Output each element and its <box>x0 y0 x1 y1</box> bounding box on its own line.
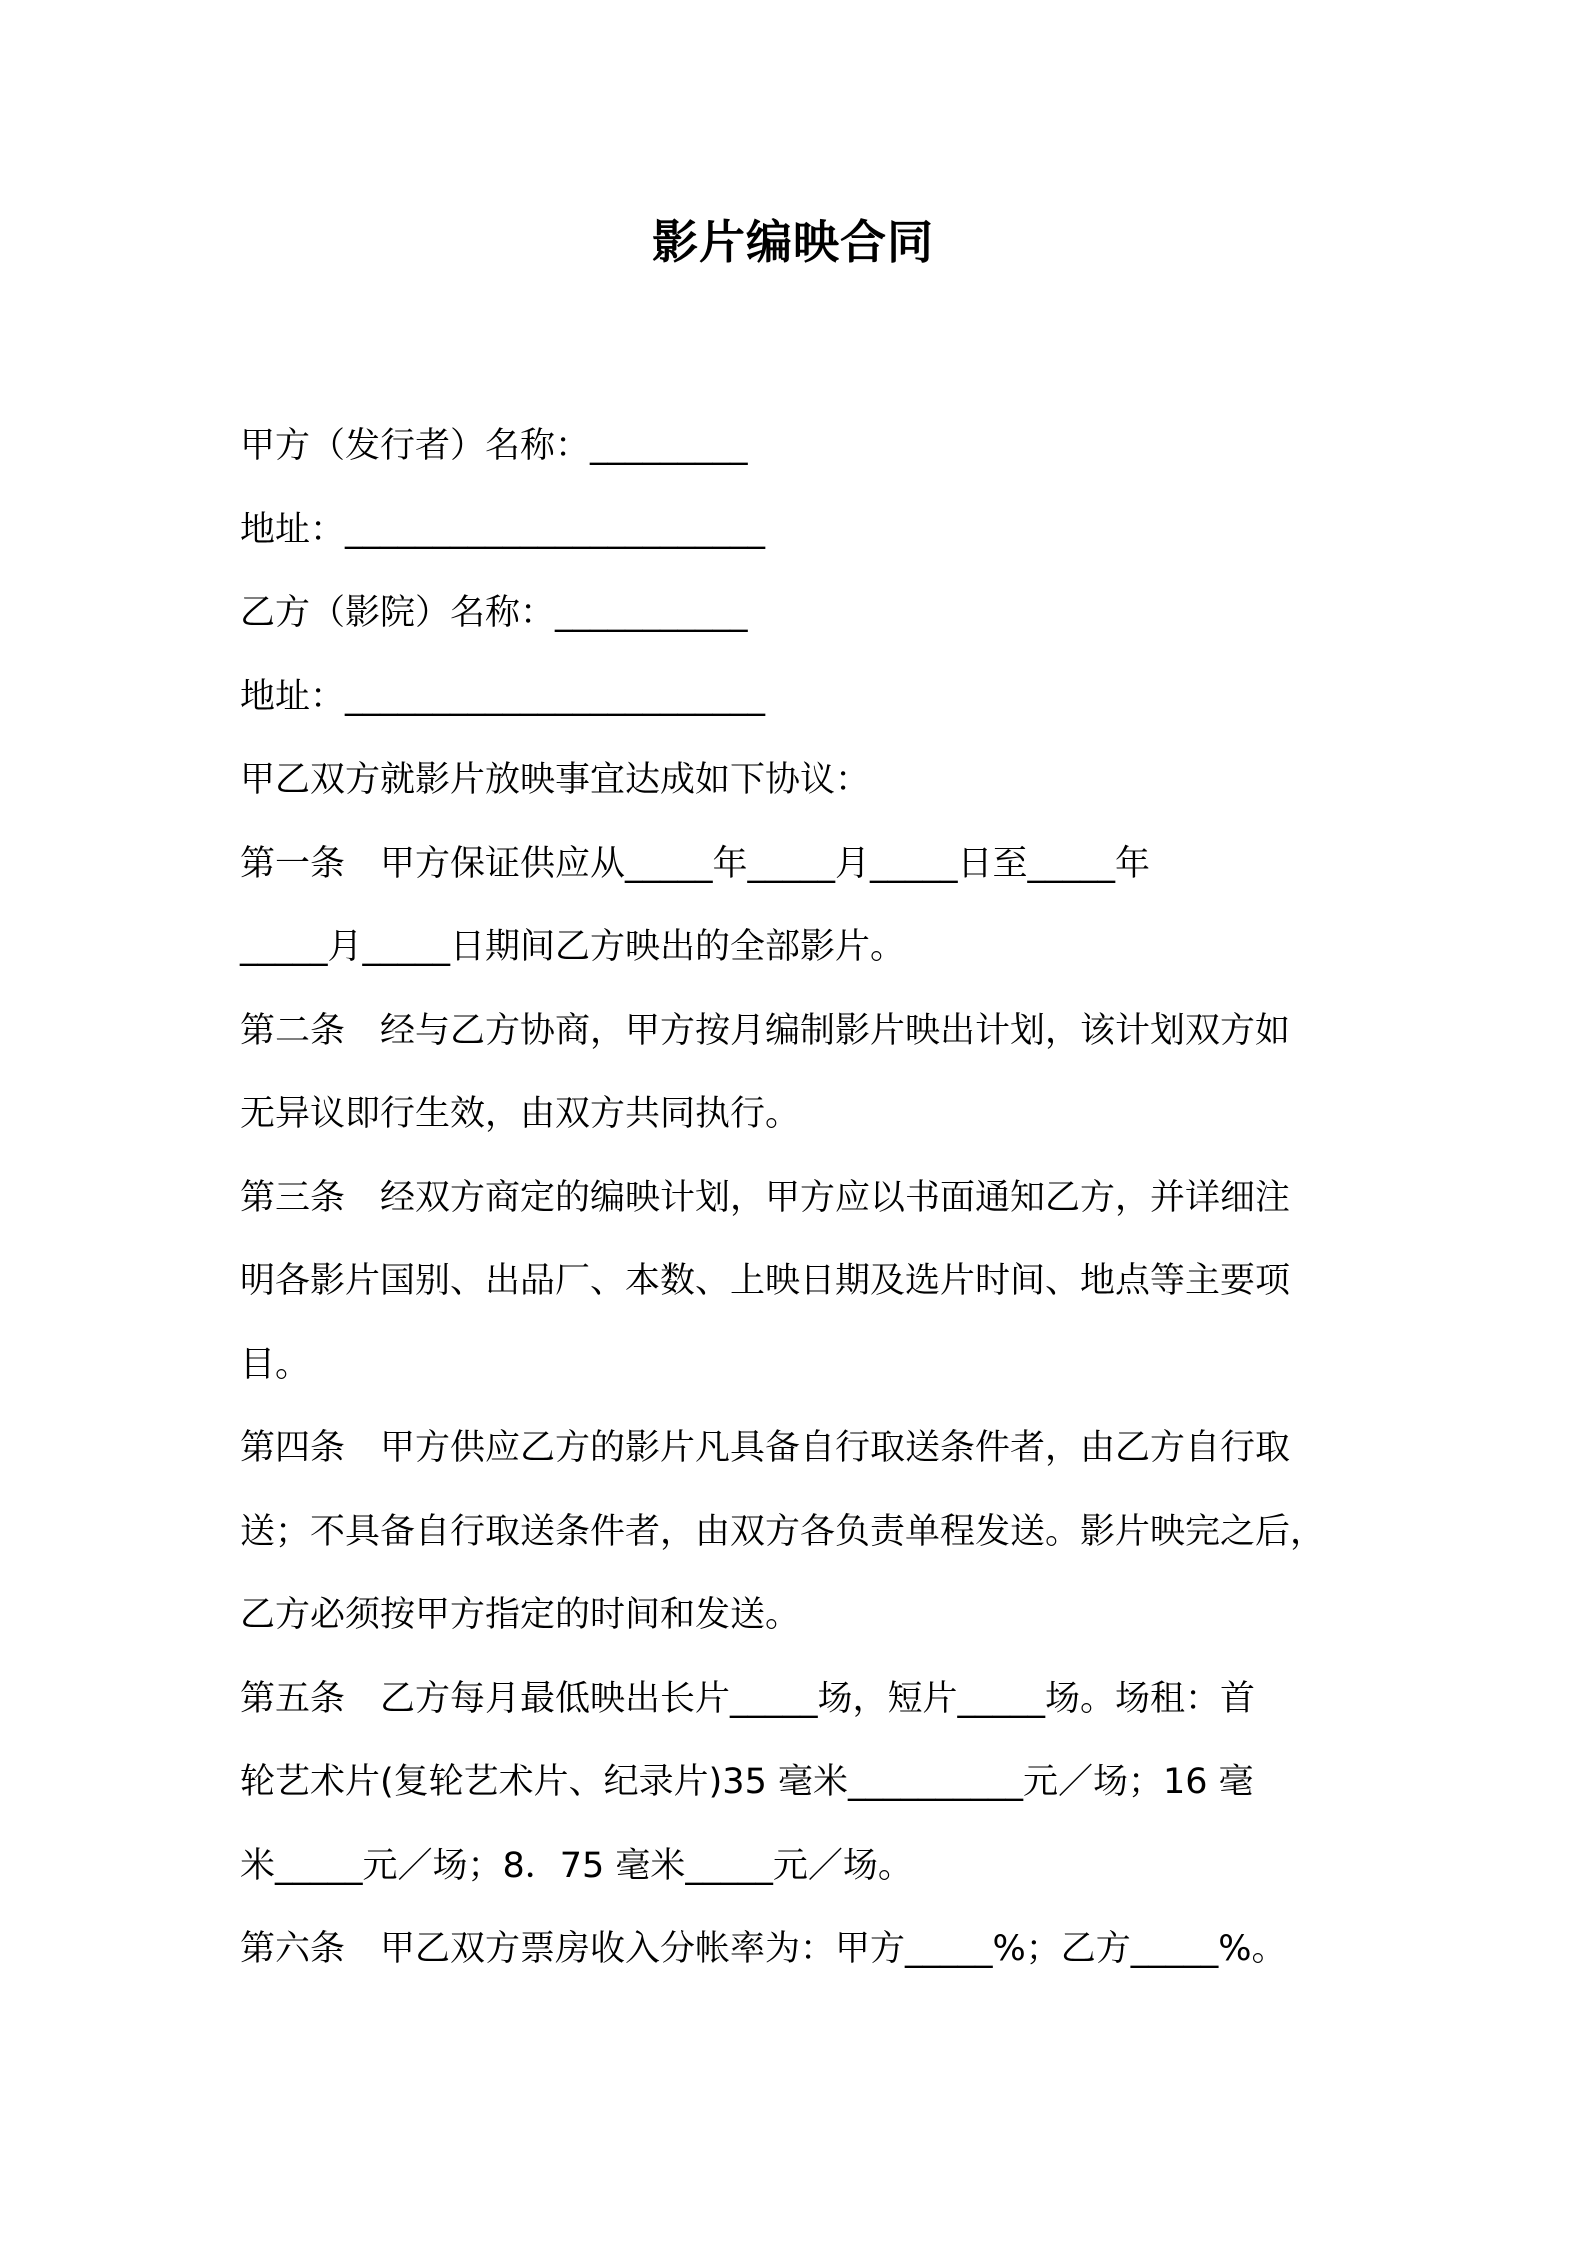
party-b-address-line: 地址：________________________ <box>240 676 766 717</box>
article-3-line-3: 目。 <box>240 1344 311 1385</box>
article-3-line-2: 明各影片国别、出品厂、本数、上映日期及选片时间、地点等主要项 <box>240 1261 1291 1301</box>
article-2-line-2: 无异议即行生效，由双方共同执行。 <box>240 1094 801 1134</box>
article-4-line-2: 送；不具备自行取送条件者，由双方各负责单程发送。影片映完之后， <box>240 1511 1326 1552</box>
party-a-name-line: 甲方（发行者）名称：_________ <box>240 426 748 466</box>
article-5-line-1: 第五条 乙方每月最低映出长片_____场，短片_____场。场租：首 <box>240 1678 1256 1719</box>
article-5-line-3: 米_____元／场；8．75 毫米_____元／场。 <box>240 1845 913 1886</box>
article-4-line-1: 第四条 甲方供应乙方的影片凡具备自行取送条件者，由乙方自行取 <box>240 1428 1291 1468</box>
article-2-line-1: 第二条 经与乙方协商，甲方按月编制影片映出计划，该计划双方如 <box>240 1010 1291 1051</box>
article-5-line-2: 轮艺术片(复轮艺术片、纪录片)35 毫米__________元／场；16 毫 <box>240 1762 1254 1802</box>
article-1-line-1: 第一条 甲方保证供应从_____年_____月_____日至_____年 <box>240 843 1151 884</box>
party-b-name-line: 乙方（影院）名称：___________ <box>240 593 748 633</box>
article-4-line-3: 乙方必须按甲方指定的时间和发送。 <box>240 1595 801 1635</box>
party-a-address-line: 地址：________________________ <box>240 509 766 550</box>
article-1-line-2: _____月_____日期间乙方映出的全部影片。 <box>240 927 906 967</box>
agreement-intro-line: 甲乙双方就影片放映事宜达成如下协议： <box>240 760 871 800</box>
article-6-line-1: 第六条 甲乙双方票房收入分帐率为：甲方_____%；乙方_____%。 <box>240 1929 1287 1969</box>
document-body <box>240 405 1365 1992</box>
article-3-line-1: 第三条 经双方商定的编映计划，甲方应以书面通知乙方，并详细注 <box>240 1177 1291 1218</box>
document-title: 影片编映合同 <box>652 215 934 269</box>
